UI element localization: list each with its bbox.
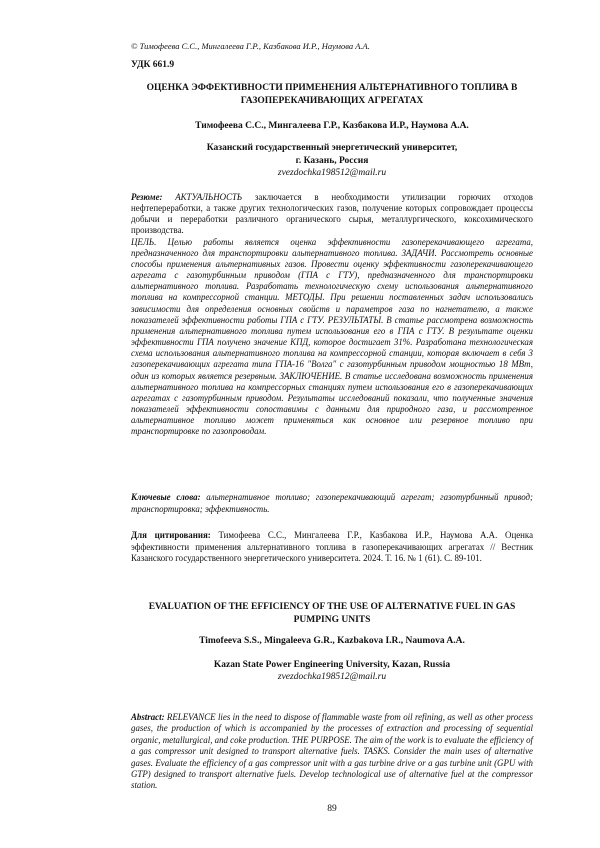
ru-abstract	[131, 192, 533, 437]
ru-abstract-label: Резюме:	[131, 192, 163, 202]
ru-email[interactable]: zvezdochka198512@mail.ru	[277, 168, 387, 178]
ru-keywords-list: альтернативное топливо; газоперекачивающий агрегат; газотурбинный привод; транспортировка; эффективность.	[131, 492, 533, 514]
en-abstract-text: RELEVANCE lies in the need to dispose of flammable waste from oil refining, as well as other process gases, the production of which is accompanied by the processes of extraction and processing of sequential organic, metallurgical, and coke production. THE PURPOSE. The aim of the work is to evaluate the efficiency of a gas compressor unit designed to transport alternative fuels. TASKS. Consider the main uses of alternative gases. Evaluate the efficiency of a gas compressor unit with a gas turbine drive or a gas turbine unit (GPU with GTP) designed to transport alternative fuels. Develop technological use of alternative fuel at the compressor station.	[131, 712, 534, 791]
ru-abstract-intro-paragraph	[131, 192, 533, 237]
ru-citation-label: Для цитирования:	[131, 530, 211, 540]
ru-authors: Тимофеева С.С., Мингалеева Г.Р., Казбакова И.Р., Наумова А.А.	[195, 121, 469, 131]
ru-title: ОЦЕНКА ЭФФЕКТИВНОСТИ ПРИМЕНЕНИЯ АЛЬТЕРНАТИВНОГО ТОПЛИВА В ГАЗОПЕРЕКАЧИВАЮЩИХ АГРЕГАТАХ	[146, 83, 518, 106]
ru-citation	[131, 530, 533, 565]
ru-keywords-label: Ключевые слова:	[131, 492, 201, 502]
udk-code: УДК 661.9	[131, 60, 175, 70]
ru-citation-text: Тимофеева С.С., Мингалеева Г.Р., Казбакова И.Р., Наумова А.А. Оценка эффективности применения альтернативного топлива в газоперекачивающих агрегатах // Вестник Казанского государственного энергетического университета. 2024. Т. 16. № 1 (61). С. 89-101.	[131, 530, 534, 563]
ru-abstract-relevance-label: АКТУАЛЬНОСТЬ	[175, 192, 243, 202]
copyright-line: © Тимофеева С.С., Мингалеева Г.Р., Казбакова И.Р., Наумова А.А.	[131, 41, 370, 51]
ru-affiliation-line2: г. Казань, Россия	[295, 156, 369, 166]
en-authors: Timofeeva S.S., Mingaleeva G.R., Kazbakova I.R., Naumova A.A.	[199, 636, 465, 646]
en-abstract-label: Abstract:	[131, 712, 165, 722]
ru-affiliation	[131, 142, 533, 168]
en-email[interactable]: zvezdochka198512@mail.ru	[277, 672, 387, 682]
en-affiliation: Kazan State Power Engineering University, Kazan, Russia	[213, 660, 451, 670]
ru-abstract-intro: заключается в необходимости утилизации горючих отходов нефтепереработки, а также других технологических газов, получение которых сопровождает процессы добычи и переработки различного органического сырья, металлургического, коксохимического производства.	[131, 192, 533, 236]
en-abstract	[131, 712, 533, 792]
ru-abstract-body: ЦЕЛЬ. Целью работы является оценка эффективности газоперекачивающего агрегата, предназначенного для транспортировки альтернативного топлива. ЗАДАЧИ. Рассмотреть основные способы применения альтернативных газов. Провести оценку эффективности газоперекачивающего агрегата с газотурбинным приводом (ГПА с ГТУ), предназначенного для транспортировки альтернативного топлива. Разработать технологическую схему использования альтернативного топлива на компрессорной станции. МЕТОДЫ. При решении поставленных задач использовались зависимости для определения основных свойств и параметров газа по нагнетателю, а также показателей эффективности работы ГПА с ГТУ. РЕЗУЛЬТАТЫ. В статье рассмотрена возможность применения альтернативного топлива путем использования его в ГПА с ГТУ. В результате оценки эффективности ГПА получено значение КПД, которое достигает 31%. Разработана технологическая схема использования альтернативного топлива на компрессорной станции, которая включает в себя 3 газоперекачивающих агрегата типа ГПА-16 "Волга" с газотурбинным приводом мощностью 18 МВт, один из которых является резервным. ЗАКЛЮЧЕНИЕ. В статье исследована возможность применения альтернативного топлива на компрессорных станциях путем использования его в газоперекачивающих агрегатах с газотурбинным приводом. Результаты исследований показали, что полученные значения показателей эффективности сопоставимы с данными для природного газа, и рассмотренное альтернативное топливо может применяться как основное или резервное топливо при транспортировке по газопроводам.	[131, 236, 533, 437]
ru-affiliation-line1: Казанский государственный энергетический университет,	[206, 143, 458, 153]
en-title: EVALUATION OF THE EFFICIENCY OF THE USE OF ALTERNATIVE FUEL IN GAS PUMPING UNITS	[148, 602, 516, 625]
ru-keywords	[131, 492, 533, 515]
page-number: 89	[327, 804, 337, 814]
